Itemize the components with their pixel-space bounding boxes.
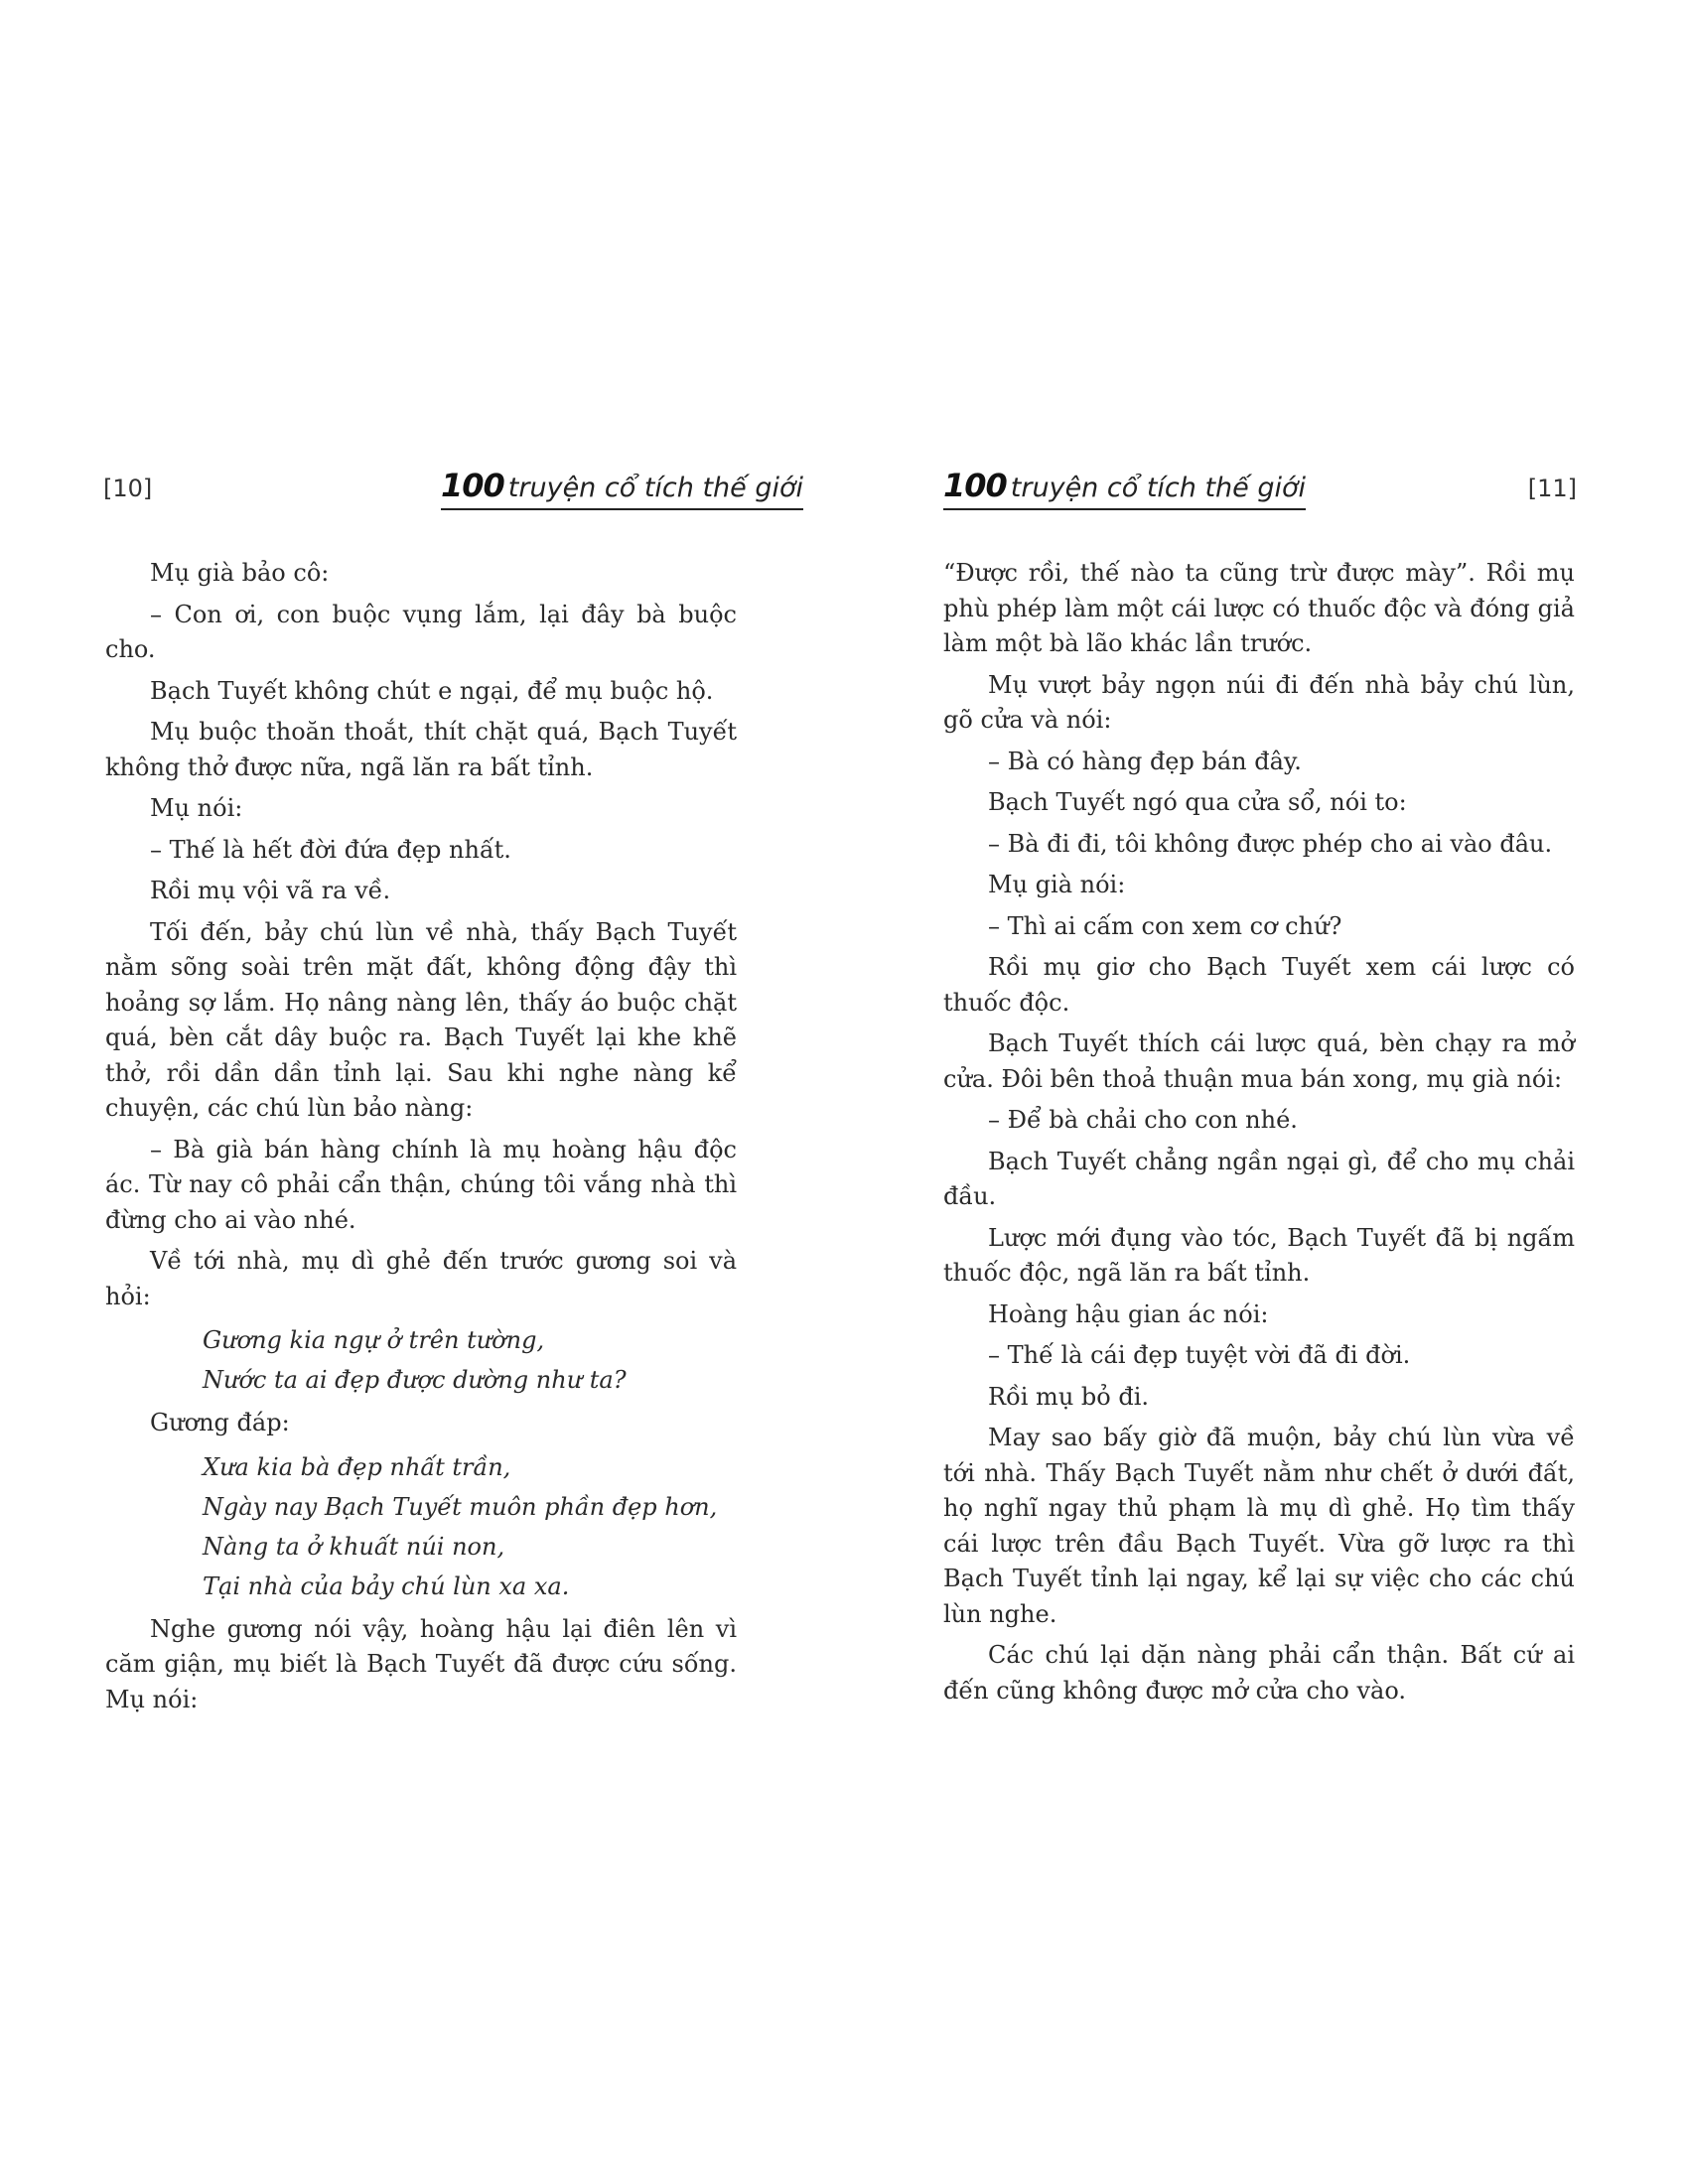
paragraph: Tối đến, bảy chú lùn về nhà, thấy Bạch Tuyết nằm sõng soài trên mặt đất, không động đậy thì hoảng sợ lắm. Họ nâng nàng lên, thấy áo buộc chặt quá, bèn cắt dây buộc ra. Bạch Tuyết lại khe khẽ thở, rồi dần dần tỉnh lại. Sau khi nghe nàng kể chuyện, các chú lùn bảo nàng: xyxy=(105,917,737,1122)
book-number-logo: 100 xyxy=(441,467,504,504)
paragraph: Lược mới đụng vào tóc, Bạch Tuyết đã bị ngấm thuốc độc, ngã lăn ra bất tỉnh. xyxy=(943,1223,1575,1287)
running-header xyxy=(943,467,1306,510)
paragraph: – Thế là hết đời đứa đẹp nhất. xyxy=(150,835,511,864)
paragraph: – Thế là cái đẹp tuyệt vời đã đi đời. xyxy=(988,1341,1411,1369)
paragraph: Mụ buộc thoăn thoắt, thít chặt quá, Bạch Tuyết không thở được nữa, ngã lăn ra bất tỉnh. xyxy=(105,718,737,781)
paragraph: – Thì ai cấm con xem cơ chứ? xyxy=(988,911,1342,940)
paragraph: May sao bấy giờ đã muộn, bảy chú lùn vừa về tới nhà. Thấy Bạch Tuyết nằm như chết ở dưới đất, họ nghĩ ngay thủ phạm là mụ dì ghẻ. Họ tìm thấy cái lược trên đầu Bạch Tuyết. Vừa gỡ lược ra thì Bạch Tuyết tỉnh lại ngay, kể lại sự việc cho các chú lùn nghe. xyxy=(943,1424,1575,1628)
paragraph: – Bà đi đi, tôi không được phép cho ai vào đâu. xyxy=(988,829,1553,858)
paragraph: Các chú lại dặn nàng phải cẩn thận. Bất cứ ai đến cũng không được mở cửa cho vào. xyxy=(943,1641,1575,1705)
body-text xyxy=(943,556,1575,1714)
paragraph: “Được rồi, thế nào ta cũng trừ được mày”. Rồi mụ phù phép làm một cái lược có thuốc độc và đóng giả làm một bà lão khác lần trước. xyxy=(943,559,1575,657)
paragraph: – Để bà chải cho con nhé. xyxy=(988,1106,1298,1134)
verse-line: Nước ta ai đẹp được dường như ta? xyxy=(203,1366,627,1394)
paragraph: – Bà có hàng đẹp bán đây. xyxy=(988,747,1302,775)
paragraph: Mụ vượt bảy ngọn núi đi đến nhà bảy chú lùn, gõ cửa và nói: xyxy=(943,670,1575,734)
verse-line: Xưa kia bà đẹp nhất trần, xyxy=(203,1452,511,1481)
verse-line: Ngày nay Bạch Tuyết muôn phần đẹp hơn, xyxy=(203,1492,718,1521)
page-number: [10] xyxy=(103,475,153,502)
paragraph: Bạch Tuyết không chút e ngại, để mụ buộc hộ. xyxy=(150,676,714,705)
right-page xyxy=(844,0,1688,2184)
paragraph: Về tới nhà, mụ dì ghẻ đến trước gương soi và hỏi: xyxy=(105,1247,737,1310)
paragraph: Rồi mụ giơ cho Bạch Tuyết xem cái lược có thuốc độc. xyxy=(943,953,1575,1017)
paragraph: Mụ nói: xyxy=(150,794,243,822)
verse-line: Gương kia ngự ở trên tường, xyxy=(203,1326,545,1354)
paragraph: Bạch Tuyết thích cái lược quá, bèn chạy ra mở cửa. Đôi bên thoả thuận mua bán xong, mụ già nói: xyxy=(943,1029,1575,1093)
book-title: truyện cổ tích thế giới xyxy=(507,473,804,503)
paragraph: Gương đáp: xyxy=(150,1409,290,1436)
paragraph: Hoàng hậu gian ác nói: xyxy=(988,1299,1269,1328)
body-text xyxy=(105,556,737,1723)
paragraph: Mụ già nói: xyxy=(988,871,1126,898)
paragraph: Nghe gương nói vậy, hoàng hậu lại điên lên vì căm giận, mụ biết là Bạch Tuyết đã được cứu sống. Mụ nói: xyxy=(105,1614,737,1713)
paragraph: – Bà già bán hàng chính là mụ hoàng hậu độc ác. Từ nay cô phải cẩn thận, chúng tôi vắng nhà thì đừng cho ai vào nhé. xyxy=(105,1135,737,1234)
paragraph: – Con ơi, con buộc vụng lắm, lại đây bà buộc cho. xyxy=(105,600,737,663)
paragraph: Bạch Tuyết ngó qua cửa sổ, nói to: xyxy=(988,788,1407,816)
verse-line: Nàng ta ở khuất núi non, xyxy=(203,1532,505,1561)
paragraph: Mụ già bảo cô: xyxy=(150,559,330,587)
paragraph: Rồi mụ vội vã ra về. xyxy=(150,877,391,904)
book-number-logo: 100 xyxy=(943,467,1007,504)
page-number: [11] xyxy=(1527,475,1577,502)
paragraph: Bạch Tuyết chẳng ngần ngại gì, để cho mụ chải đầu. xyxy=(943,1147,1575,1210)
running-header xyxy=(441,467,803,510)
verse-line: Tại nhà của bảy chú lùn xa xa. xyxy=(203,1571,570,1600)
book-title: truyện cổ tích thế giới xyxy=(1010,473,1307,503)
paragraph: Rồi mụ bỏ đi. xyxy=(988,1382,1150,1411)
